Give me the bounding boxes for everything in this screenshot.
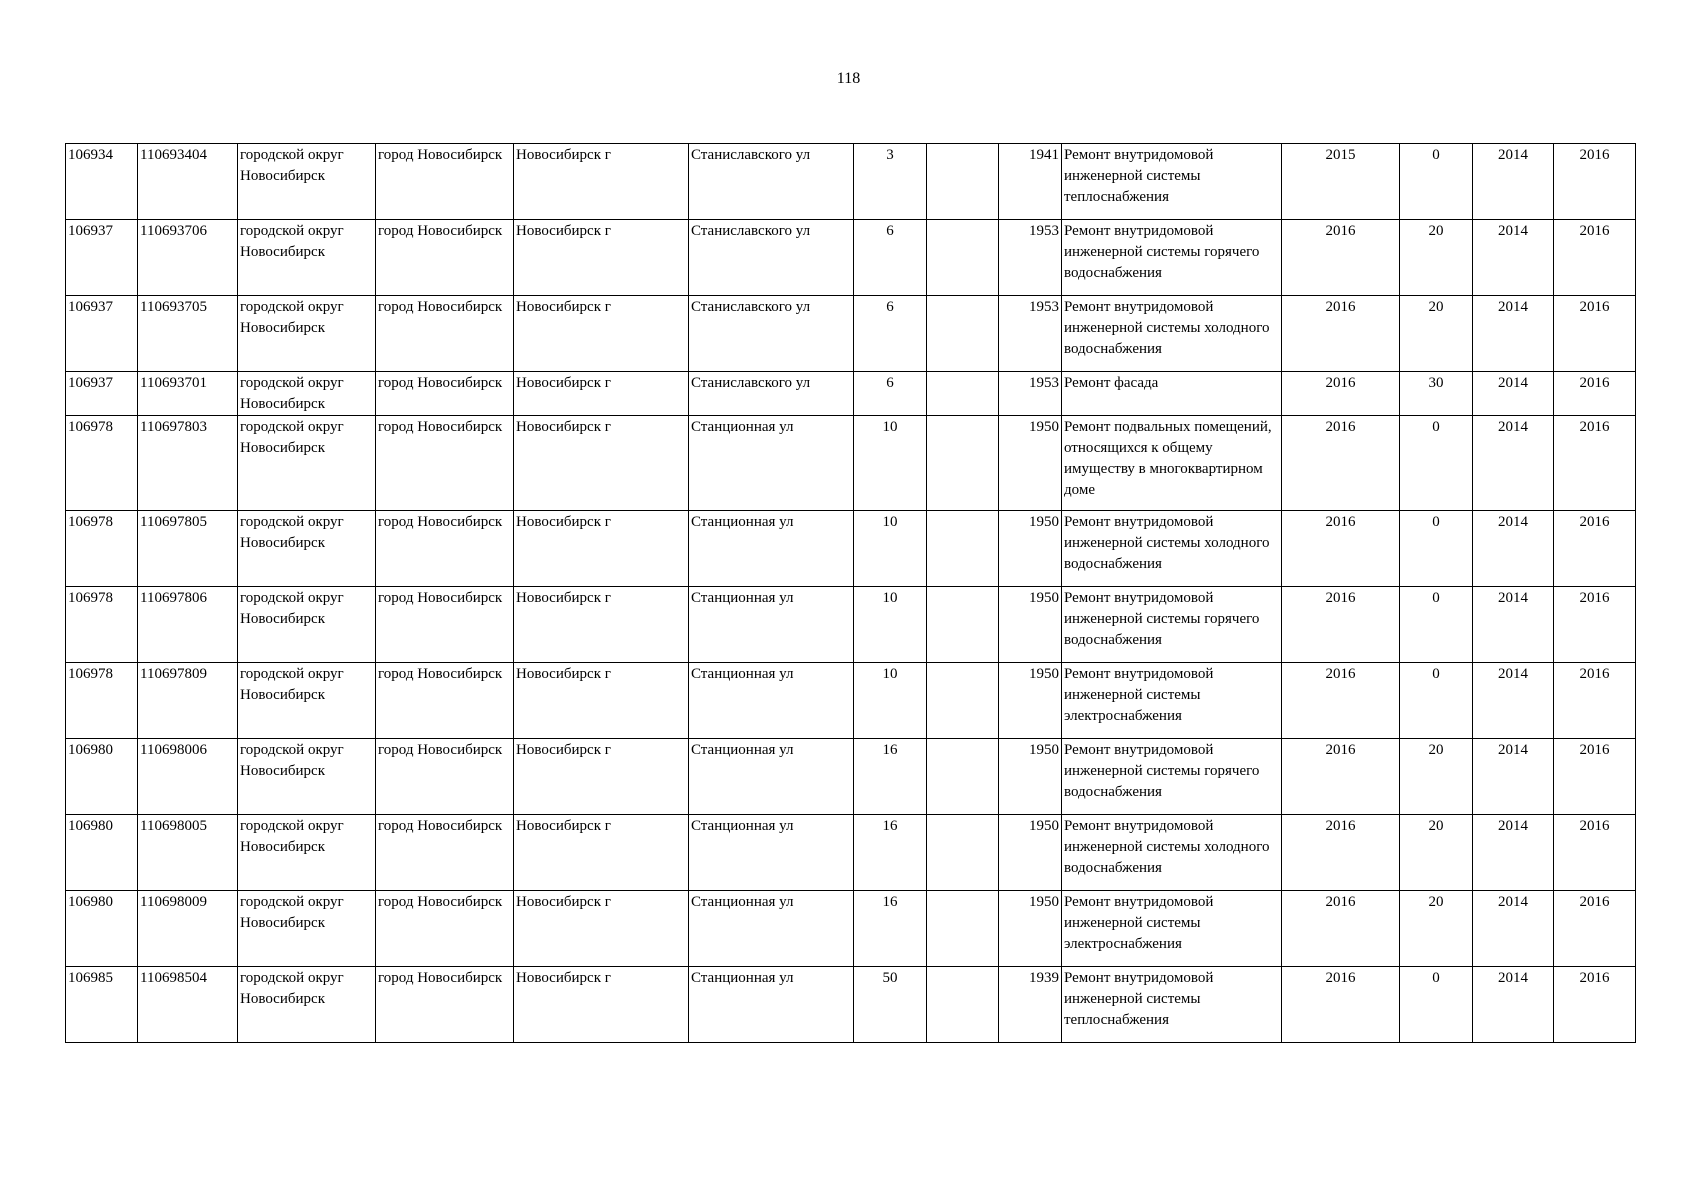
building-cell — [927, 815, 999, 891]
building-cell — [927, 144, 999, 220]
percent-cell: 0 — [1400, 144, 1473, 220]
settlement-cell: город Новосибирск — [376, 587, 514, 663]
percent-cell: 20 — [1400, 220, 1473, 296]
work-type-cell: Ремонт внутридомовой инженерной системы горячего водоснабжения — [1062, 739, 1282, 815]
planned-year-cell: 2016 — [1282, 739, 1400, 815]
building-cell — [927, 416, 999, 511]
city-cell: Новосибирск г — [514, 663, 689, 739]
work-type-cell: Ремонт внутридомовой инженерной системы теплоснабжения — [1062, 967, 1282, 1043]
district-cell: городской округ Новосибирск — [238, 587, 376, 663]
city-cell: Новосибирск г — [514, 144, 689, 220]
table-row — [66, 511, 1636, 587]
house-id-cell: 106978 — [66, 511, 138, 587]
house-number-cell: 3 — [854, 144, 927, 220]
city-cell: Новосибирск г — [514, 511, 689, 587]
period-start-cell: 2014 — [1473, 296, 1554, 372]
house-number-cell: 10 — [854, 511, 927, 587]
table-row — [66, 739, 1636, 815]
house-number-cell: 6 — [854, 372, 927, 416]
district-cell: городской округ Новосибирск — [238, 296, 376, 372]
house-id-cell: 106978 — [66, 416, 138, 511]
street-cell: Станиславского ул — [689, 296, 854, 372]
planned-year-cell: 2015 — [1282, 144, 1400, 220]
period-start-cell: 2014 — [1473, 372, 1554, 416]
table-body — [66, 144, 1636, 1043]
district-cell: городской округ Новосибирск — [238, 511, 376, 587]
year-built-cell: 1953 — [999, 372, 1062, 416]
percent-cell: 0 — [1400, 587, 1473, 663]
house-number-cell: 10 — [854, 587, 927, 663]
house-number-cell: 16 — [854, 815, 927, 891]
house-id-cell: 106937 — [66, 220, 138, 296]
record-id-cell: 110698006 — [138, 739, 238, 815]
work-type-cell: Ремонт внутридомовой инженерной системы холодного водоснабжения — [1062, 511, 1282, 587]
period-end-cell: 2016 — [1554, 220, 1636, 296]
city-cell: Новосибирск г — [514, 416, 689, 511]
house-number-cell: 16 — [854, 891, 927, 967]
percent-cell: 20 — [1400, 891, 1473, 967]
settlement-cell: город Новосибирск — [376, 815, 514, 891]
period-start-cell: 2014 — [1473, 511, 1554, 587]
street-cell: Станционная ул — [689, 511, 854, 587]
record-id-cell: 110697806 — [138, 587, 238, 663]
house-id-cell: 106978 — [66, 663, 138, 739]
percent-cell: 0 — [1400, 663, 1473, 739]
period-start-cell: 2014 — [1473, 587, 1554, 663]
period-end-cell: 2016 — [1554, 372, 1636, 416]
table-row — [66, 815, 1636, 891]
table-row — [66, 144, 1636, 220]
district-cell: городской округ Новосибирск — [238, 815, 376, 891]
period-start-cell: 2014 — [1473, 967, 1554, 1043]
year-built-cell: 1950 — [999, 891, 1062, 967]
planned-year-cell: 2016 — [1282, 663, 1400, 739]
period-end-cell: 2016 — [1554, 511, 1636, 587]
street-cell: Станционная ул — [689, 815, 854, 891]
record-id-cell: 110693706 — [138, 220, 238, 296]
table-row — [66, 891, 1636, 967]
building-cell — [927, 663, 999, 739]
work-type-cell: Ремонт внутридомовой инженерной системы электроснабжения — [1062, 663, 1282, 739]
work-type-cell: Ремонт внутридомовой инженерной системы холодного водоснабжения — [1062, 815, 1282, 891]
building-cell — [927, 511, 999, 587]
percent-cell: 20 — [1400, 815, 1473, 891]
period-start-cell: 2014 — [1473, 663, 1554, 739]
street-cell: Станционная ул — [689, 891, 854, 967]
building-cell — [927, 739, 999, 815]
district-cell: городской округ Новосибирск — [238, 967, 376, 1043]
percent-cell: 0 — [1400, 967, 1473, 1043]
house-id-cell: 106978 — [66, 587, 138, 663]
work-type-cell: Ремонт подвальных помещений, относящихся к общему имуществу в многоквартирном доме — [1062, 416, 1282, 511]
street-cell: Станционная ул — [689, 967, 854, 1043]
period-start-cell: 2014 — [1473, 739, 1554, 815]
period-end-cell: 2016 — [1554, 891, 1636, 967]
page-number: 118 — [836, 70, 861, 87]
planned-year-cell: 2016 — [1282, 511, 1400, 587]
work-type-cell: Ремонт внутридомовой инженерной системы горячего водоснабжения — [1062, 220, 1282, 296]
house-number-cell: 16 — [854, 739, 927, 815]
street-cell: Станиславского ул — [689, 220, 854, 296]
period-start-cell: 2014 — [1473, 144, 1554, 220]
building-cell — [927, 891, 999, 967]
district-cell: городской округ Новосибирск — [238, 144, 376, 220]
period-start-cell: 2014 — [1473, 891, 1554, 967]
period-start-cell: 2014 — [1473, 220, 1554, 296]
house-number-cell: 50 — [854, 967, 927, 1043]
city-cell: Новосибирск г — [514, 739, 689, 815]
work-type-cell: Ремонт внутридомовой инженерной системы горячего водоснабжения — [1062, 587, 1282, 663]
house-id-cell: 106985 — [66, 967, 138, 1043]
city-cell: Новосибирск г — [514, 587, 689, 663]
period-end-cell: 2016 — [1554, 739, 1636, 815]
settlement-cell: город Новосибирск — [376, 511, 514, 587]
percent-cell: 0 — [1400, 416, 1473, 511]
year-built-cell: 1950 — [999, 739, 1062, 815]
work-type-cell: Ремонт внутридомовой инженерной системы теплоснабжения — [1062, 144, 1282, 220]
period-end-cell: 2016 — [1554, 416, 1636, 511]
street-cell: Станиславского ул — [689, 372, 854, 416]
record-id-cell: 110697805 — [138, 511, 238, 587]
building-cell — [927, 220, 999, 296]
year-built-cell: 1941 — [999, 144, 1062, 220]
building-cell — [927, 372, 999, 416]
year-built-cell: 1950 — [999, 815, 1062, 891]
year-built-cell: 1950 — [999, 416, 1062, 511]
street-cell: Станционная ул — [689, 416, 854, 511]
house-id-cell: 106934 — [66, 144, 138, 220]
building-cell — [927, 296, 999, 372]
year-built-cell: 1939 — [999, 967, 1062, 1043]
record-id-cell: 110698504 — [138, 967, 238, 1043]
house-id-cell: 106980 — [66, 739, 138, 815]
settlement-cell: город Новосибирск — [376, 967, 514, 1043]
period-start-cell: 2014 — [1473, 416, 1554, 511]
table-row — [66, 416, 1636, 511]
house-id-cell: 106980 — [66, 891, 138, 967]
house-id-cell: 106937 — [66, 372, 138, 416]
period-end-cell: 2016 — [1554, 663, 1636, 739]
year-built-cell: 1950 — [999, 511, 1062, 587]
building-cell — [927, 967, 999, 1043]
city-cell: Новосибирск г — [514, 891, 689, 967]
district-cell: городской округ Новосибирск — [238, 739, 376, 815]
house-id-cell: 106937 — [66, 296, 138, 372]
city-cell: Новосибирск г — [514, 815, 689, 891]
settlement-cell: город Новосибирск — [376, 296, 514, 372]
record-id-cell: 110698005 — [138, 815, 238, 891]
table-row — [66, 296, 1636, 372]
planned-year-cell: 2016 — [1282, 815, 1400, 891]
district-cell: городской округ Новосибирск — [238, 663, 376, 739]
house-number-cell: 10 — [854, 663, 927, 739]
street-cell: Станиславского ул — [689, 144, 854, 220]
work-type-cell: Ремонт внутридомовой инженерной системы холодного водоснабжения — [1062, 296, 1282, 372]
house-id-cell: 106980 — [66, 815, 138, 891]
period-end-cell: 2016 — [1554, 967, 1636, 1043]
percent-cell: 30 — [1400, 372, 1473, 416]
city-cell: Новосибирск г — [514, 296, 689, 372]
district-cell: городской округ Новосибирск — [238, 220, 376, 296]
table-row — [66, 663, 1636, 739]
work-type-cell: Ремонт фасада — [1062, 372, 1282, 416]
district-cell: городской округ Новосибирск — [238, 891, 376, 967]
settlement-cell: город Новосибирск — [376, 220, 514, 296]
district-cell: городской округ Новосибирск — [238, 372, 376, 416]
planned-year-cell: 2016 — [1282, 220, 1400, 296]
period-end-cell: 2016 — [1554, 296, 1636, 372]
settlement-cell: город Новосибирск — [376, 416, 514, 511]
settlement-cell: город Новосибирск — [376, 144, 514, 220]
planned-year-cell: 2016 — [1282, 891, 1400, 967]
period-start-cell: 2014 — [1473, 815, 1554, 891]
planned-year-cell: 2016 — [1282, 587, 1400, 663]
table-row — [66, 967, 1636, 1043]
city-cell: Новосибирск г — [514, 967, 689, 1043]
year-built-cell: 1950 — [999, 663, 1062, 739]
work-type-cell: Ремонт внутридомовой инженерной системы электроснабжения — [1062, 891, 1282, 967]
house-number-cell: 10 — [854, 416, 927, 511]
record-id-cell: 110693705 — [138, 296, 238, 372]
district-cell: городской округ Новосибирск — [238, 416, 376, 511]
record-id-cell: 110698009 — [138, 891, 238, 967]
record-id-cell: 110693404 — [138, 144, 238, 220]
percent-cell: 20 — [1400, 739, 1473, 815]
percent-cell: 20 — [1400, 296, 1473, 372]
percent-cell: 0 — [1400, 511, 1473, 587]
street-cell: Станционная ул — [689, 739, 854, 815]
house-number-cell: 6 — [854, 296, 927, 372]
planned-year-cell: 2016 — [1282, 416, 1400, 511]
table-row — [66, 587, 1636, 663]
year-built-cell: 1953 — [999, 220, 1062, 296]
record-id-cell: 110697803 — [138, 416, 238, 511]
planned-year-cell: 2016 — [1282, 372, 1400, 416]
settlement-cell: город Новосибирск — [376, 663, 514, 739]
street-cell: Станционная ул — [689, 587, 854, 663]
year-built-cell: 1950 — [999, 587, 1062, 663]
settlement-cell: город Новосибирск — [376, 372, 514, 416]
settlement-cell: город Новосибирск — [376, 891, 514, 967]
house-number-cell: 6 — [854, 220, 927, 296]
planned-year-cell: 2016 — [1282, 967, 1400, 1043]
period-end-cell: 2016 — [1554, 815, 1636, 891]
period-end-cell: 2016 — [1554, 587, 1636, 663]
record-id-cell: 110697809 — [138, 663, 238, 739]
table-row — [66, 372, 1636, 416]
year-built-cell: 1953 — [999, 296, 1062, 372]
settlement-cell: город Новосибирск — [376, 739, 514, 815]
city-cell: Новосибирск г — [514, 372, 689, 416]
planned-year-cell: 2016 — [1282, 296, 1400, 372]
registry-table — [65, 143, 1636, 1043]
table-row — [66, 220, 1636, 296]
building-cell — [927, 587, 999, 663]
city-cell: Новосибирск г — [514, 220, 689, 296]
period-end-cell: 2016 — [1554, 144, 1636, 220]
street-cell: Станционная ул — [689, 663, 854, 739]
record-id-cell: 110693701 — [138, 372, 238, 416]
